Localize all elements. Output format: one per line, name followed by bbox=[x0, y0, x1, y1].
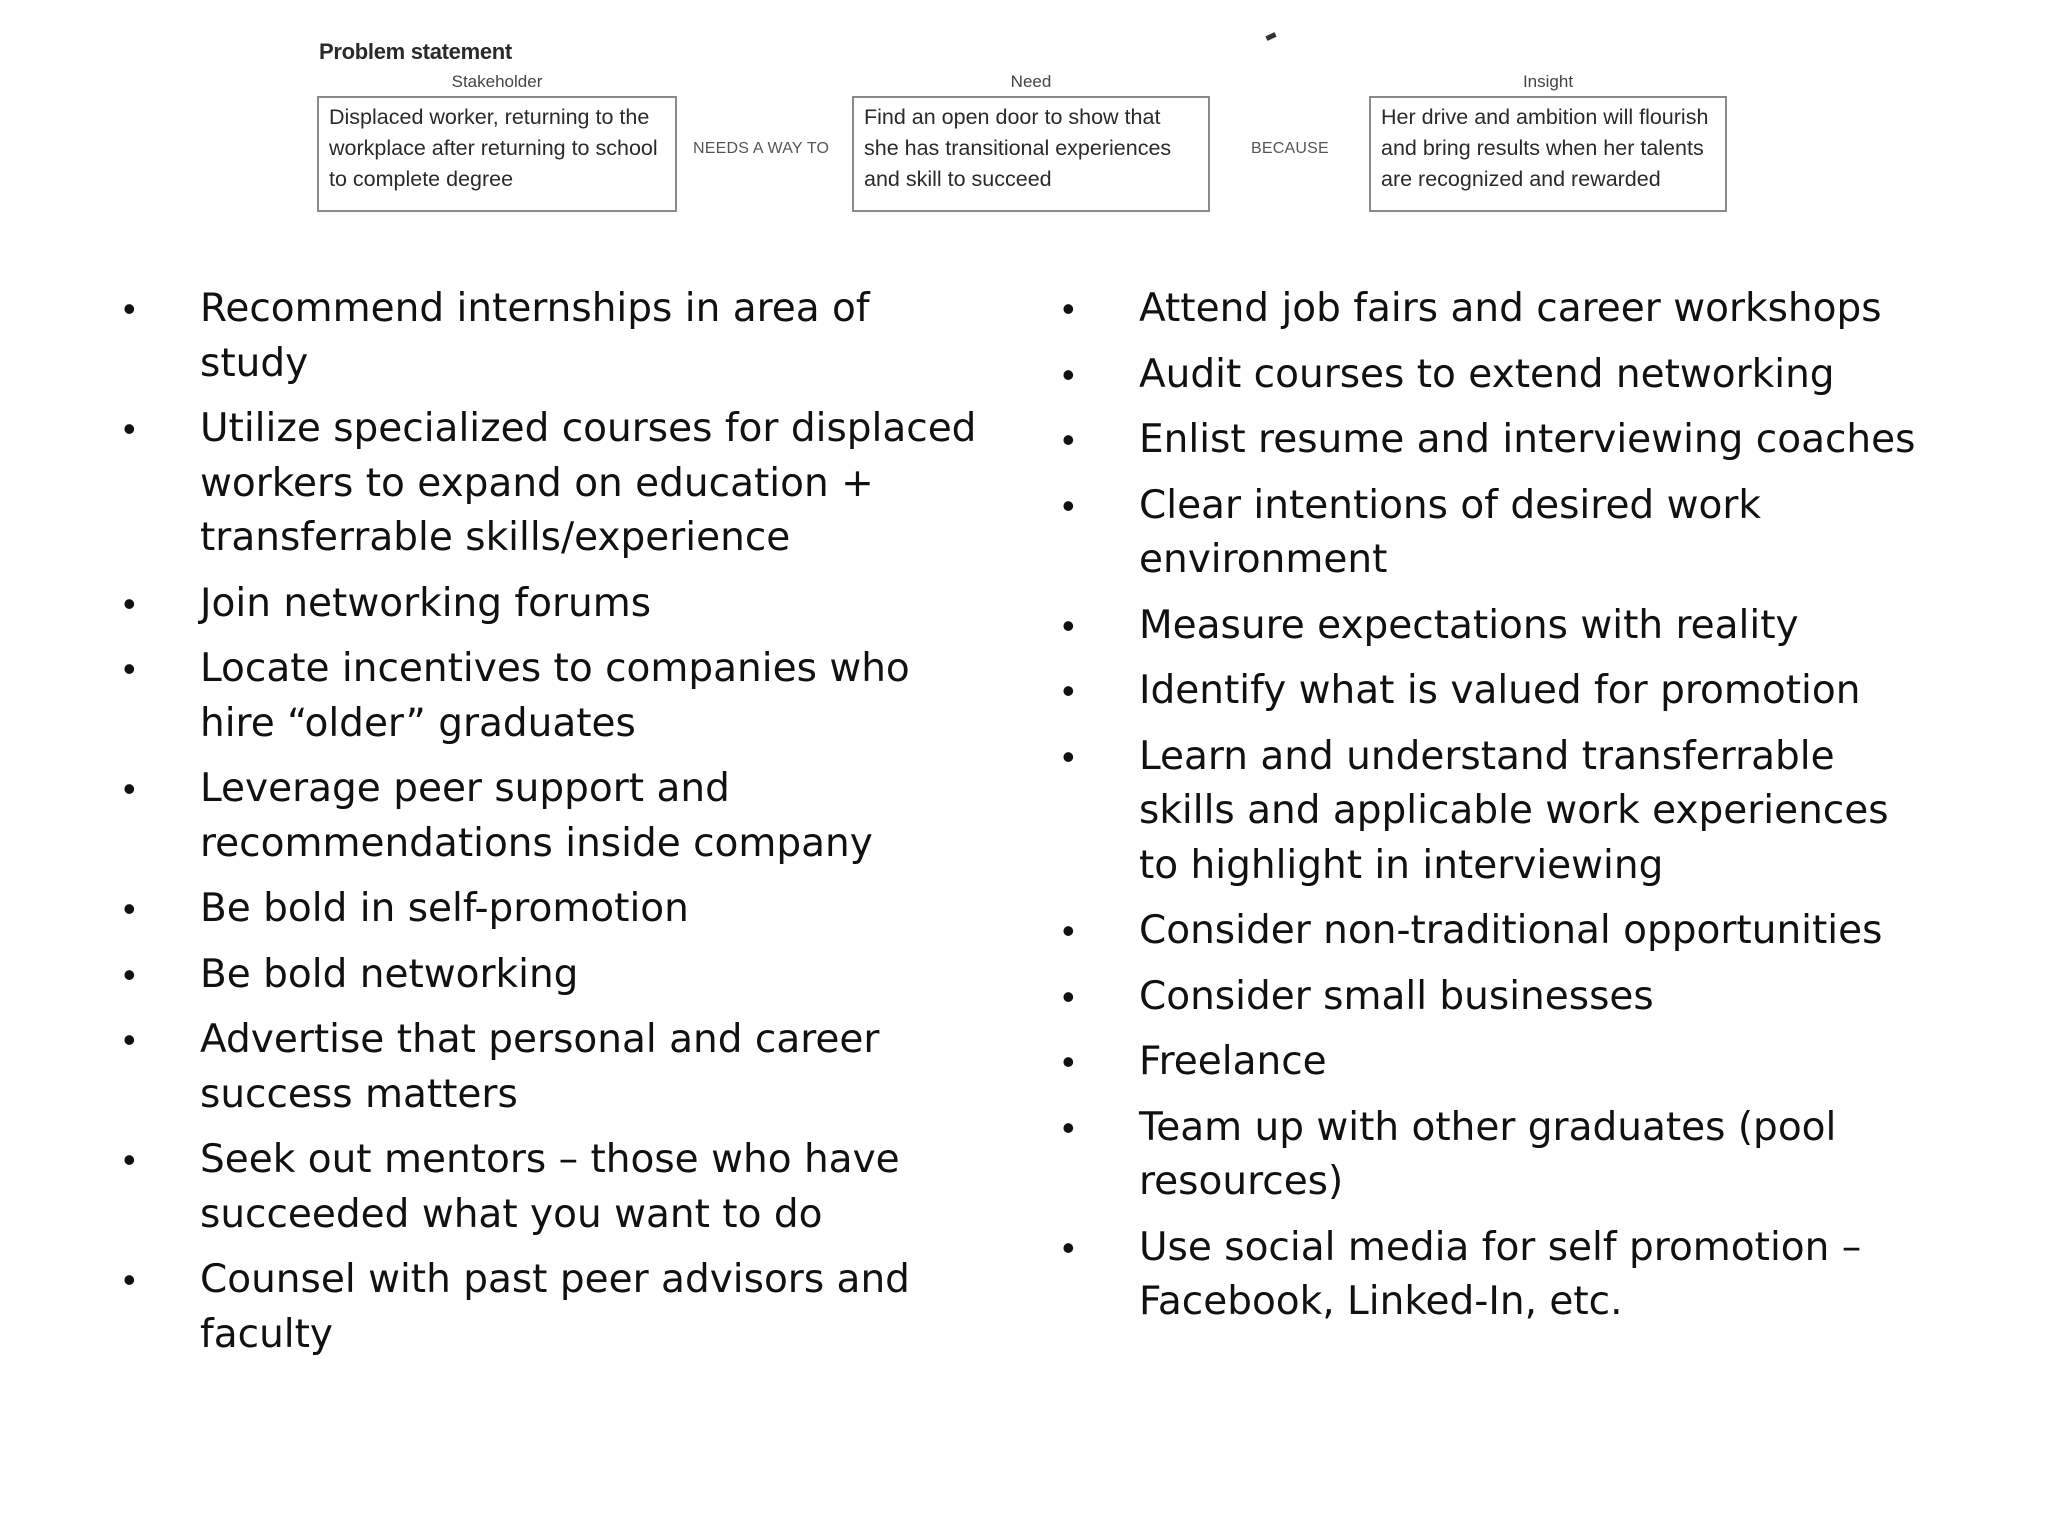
bullet-icon: • bbox=[123, 888, 136, 929]
bullet-text: Freelance bbox=[1139, 1039, 1327, 1084]
bullet-item bbox=[1062, 664, 1939, 719]
bullet-item bbox=[123, 882, 980, 937]
bullet-item bbox=[1062, 904, 1939, 959]
needs-a-way-to-connector: NEEDS A WAY TO bbox=[693, 140, 830, 157]
bullet-item bbox=[123, 282, 980, 391]
bullet-item bbox=[123, 577, 980, 632]
bullet-item bbox=[1062, 479, 1939, 588]
bullet-text: Use social media for self promotion – Facebook, Linked-In, etc. bbox=[1139, 1224, 1862, 1324]
bullet-icon: • bbox=[1062, 1226, 1075, 1268]
bullet-text: Clear intentions of desired work environment bbox=[1139, 482, 1761, 582]
bullet-text: Be bold in self-promotion bbox=[200, 886, 689, 931]
bullet-icon: • bbox=[1062, 484, 1075, 526]
bullet-icon: • bbox=[1062, 419, 1075, 460]
because-connector: BECAUSE bbox=[1251, 140, 1329, 157]
bullet-text: Identify what is valued for promotion bbox=[1139, 668, 1861, 713]
bullet-icon: • bbox=[1062, 1106, 1075, 1148]
bullet-item bbox=[1062, 282, 1939, 337]
bullet-item bbox=[1062, 1035, 1939, 1090]
bullet-text: Leverage peer support and recommendations inside company bbox=[200, 766, 873, 866]
bullet-item bbox=[1062, 413, 1939, 468]
stray-mark bbox=[1265, 32, 1276, 41]
need-label: Need bbox=[1010, 72, 1052, 91]
bullet-item bbox=[123, 402, 980, 566]
bullet-icon: • bbox=[1062, 735, 1075, 777]
bullet-text: Learn and understand transferrable skills and applicable work experiences to highlight in interviewing bbox=[1139, 733, 1889, 888]
bullet-text: Team up with other graduates (pool resources) bbox=[1139, 1104, 1837, 1204]
right-bullet-list bbox=[1062, 282, 1939, 1341]
bullet-text: Counsel with past peer advisors and faculty bbox=[200, 1257, 910, 1357]
bullet-icon: • bbox=[123, 953, 136, 995]
bullet-item bbox=[1062, 599, 1939, 654]
bullet-icon: • bbox=[123, 582, 136, 624]
bullet-text: Join networking forums bbox=[200, 580, 652, 626]
bullet-item bbox=[123, 762, 980, 871]
bullet-item bbox=[123, 642, 980, 751]
insight-label: Insight bbox=[1522, 72, 1574, 91]
bullet-text: Consider non-traditional opportunities bbox=[1139, 908, 1883, 953]
stakeholder-box: Displaced worker, returning to the workplace after returning to school to complete degree bbox=[317, 96, 677, 212]
bullet-text: Seek out mentors – those who have succeeded what you want to do bbox=[200, 1137, 900, 1237]
bullet-icon: • bbox=[123, 1259, 136, 1300]
bullet-text: Be bold networking bbox=[200, 951, 579, 997]
bullet-icon: • bbox=[1062, 975, 1075, 1017]
bullet-item bbox=[1062, 970, 1939, 1025]
insight-box: Her drive and ambition will flourish and bring results when her talents are recognized and rewarded bbox=[1369, 96, 1727, 212]
bullet-text: Measure expectations with reality bbox=[1139, 602, 1799, 648]
bullet-text: Consider small businesses bbox=[1139, 973, 1654, 1019]
bullet-icon: • bbox=[123, 648, 136, 689]
bullet-item bbox=[123, 948, 980, 1003]
bullet-text: Advertise that personal and career success matters bbox=[200, 1017, 880, 1117]
bullet-icon: • bbox=[1062, 353, 1075, 395]
bullet-text: Utilize specialized courses for displaced workers to expand on education + transferrable skills/experience bbox=[200, 406, 977, 560]
left-bullet-list bbox=[123, 282, 980, 1373]
bullet-icon: • bbox=[1062, 288, 1075, 329]
bullet-text: Enlist resume and interviewing coaches bbox=[1139, 417, 1916, 462]
bullet-icon: • bbox=[123, 288, 136, 329]
bullet-item bbox=[123, 1133, 980, 1242]
bullet-icon: • bbox=[123, 1019, 136, 1060]
bullet-text: Attend job fairs and career workshops bbox=[1139, 286, 1882, 331]
bullet-item bbox=[1062, 1101, 1939, 1210]
bullet-icon: • bbox=[1062, 910, 1075, 951]
bullet-text: Audit courses to extend networking bbox=[1139, 351, 1835, 397]
bullet-icon: • bbox=[1062, 604, 1075, 646]
bullet-item bbox=[123, 1253, 980, 1362]
bullet-text: Recommend internships in area of study bbox=[200, 286, 870, 386]
bullet-item bbox=[1062, 1221, 1939, 1330]
bullet-item bbox=[1062, 730, 1939, 894]
bullet-icon: • bbox=[123, 408, 136, 449]
stakeholder-label: Stakeholder bbox=[451, 72, 543, 91]
problem-statement bbox=[0, 0, 2048, 240]
bullet-icon: • bbox=[1062, 670, 1075, 711]
bullet-text: Locate incentives to companies who hire “older” graduates bbox=[200, 646, 910, 746]
need-box: Find an open door to show that she has transitional experiences and skill to succeed bbox=[852, 96, 1210, 212]
bullet-icon: • bbox=[123, 768, 136, 809]
problem-statement-title: Problem statement bbox=[319, 39, 512, 64]
bullet-icon: • bbox=[123, 1139, 136, 1180]
bullet-item bbox=[123, 1013, 980, 1122]
bullet-item bbox=[1062, 348, 1939, 403]
bullet-icon: • bbox=[1062, 1041, 1075, 1082]
